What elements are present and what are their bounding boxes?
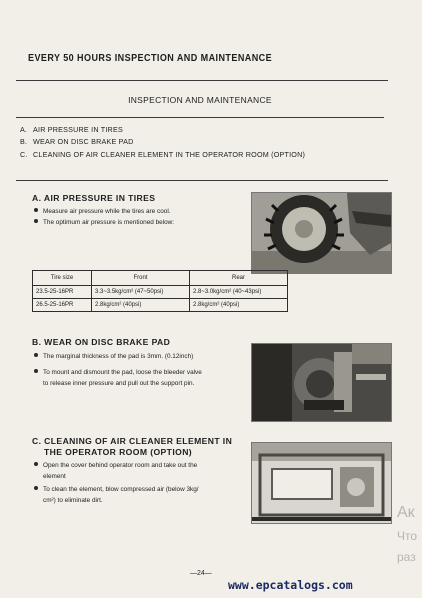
overlay-text: раз [397,550,416,564]
brake-pad-photo-icon [252,344,391,421]
table-cell: 3.3~3.5kg/cm² (47~50psi) [92,286,190,299]
table-cell: 2.8kg/cm² (40psi) [92,299,190,312]
contents-list [20,124,305,161]
page-number: —24— [190,570,212,577]
table-row [33,299,288,312]
section-header [16,87,384,118]
section-a-heading: A. AIR PRESSURE IN TIRES [32,193,156,203]
list-item: To mount and dismount the pad, loose the bleeder valve to release inner pressure and pull out the support pin. [34,367,246,389]
list-item: The optimum air pressure is mentioned below: [34,217,234,228]
bullet-icon [34,462,38,466]
table-header-row [33,271,288,286]
title-divider [16,80,388,81]
overlay-text: Ак [397,504,415,521]
table-cell: 2.8~3.0kg/cm² (40~43psi) [190,286,288,299]
section-c-heading: C. CLEANING OF AIR CLEANER ELEMENT IN THE OPERATOR ROOM (OPTION) [32,436,233,457]
list-item: The marginal thickness of the pad is 3mm. (0.12inch) [34,351,246,362]
footer-url[interactable]: www.epcatalogs.com [228,578,353,592]
column-header: Tire size [33,271,92,286]
tire-photo-icon [252,193,391,273]
bullet-icon [34,353,38,357]
section-a-bullets [34,206,234,228]
table-cell: 26.5-25-16PR [33,299,92,312]
tire-photo [251,192,392,274]
column-header: Front [92,271,190,286]
section-b-heading: B. WEAR ON DISC BRAKE PAD [32,337,171,347]
page-title: EVERY 50 HOURS INSPECTION AND MAINTENANCE [28,52,273,64]
overlay-text: Что [397,529,418,543]
column-header: Rear [190,271,288,286]
brake-pad-photo [251,343,392,422]
bullet-icon [34,219,38,223]
list-item: Measure air pressure while the tires are cool. [34,206,234,217]
table-row [33,286,288,299]
table-cell: 2.8kg/cm² (40psi) [190,299,288,312]
list-item: Open the cover behind operator room and take out the element [34,460,246,482]
section-c-bullets [34,460,246,506]
bullet-icon [34,369,38,373]
table-cell: 23.5-25-16PR [33,286,92,299]
contents-item: C. CLEANING OF AIR CLEANER ELEMENT IN THE OPERATOR ROOM (OPTION) [20,149,306,159]
list-item: To clean the element, blow compressed air (below 3kg/ cm²) to eliminate dirt. [34,484,246,506]
section-b-bullets [34,351,246,389]
section-header-text: INSPECTION AND MAINTENANCE [128,95,272,105]
air-cleaner-photo-icon [252,443,391,523]
contents-item: B. WEAR ON DISC BRAKE PAD [20,137,134,147]
bullet-icon [34,208,38,212]
tire-pressure-table [32,270,288,312]
air-cleaner-photo [251,442,392,524]
bullet-icon [34,486,38,490]
contents-item: A. AIR PRESSURE IN TIRES [20,125,123,134]
section-divider [16,180,388,181]
